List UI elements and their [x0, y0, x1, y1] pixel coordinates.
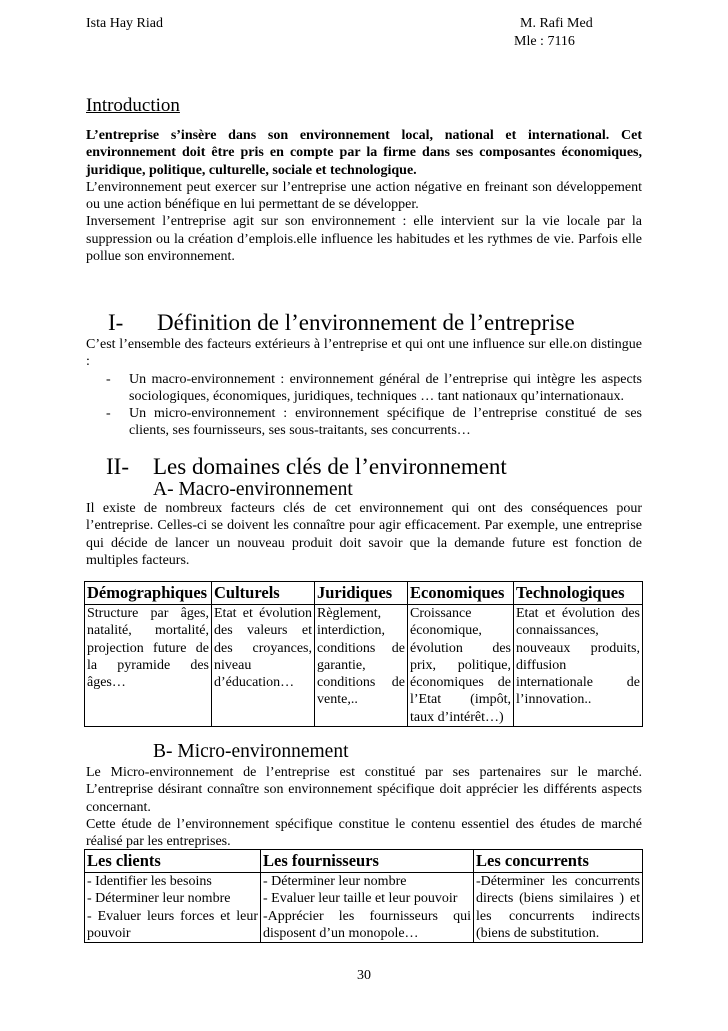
intro-bold-paragraph: L’entreprise s’insère dans son environnement local, national et international. Cet environnement doit être pris en compte par la firme dans ses composantes économiques, juridique, politique, culturelle, sociale et technologique.	[86, 128, 642, 178]
intro-body	[86, 127, 642, 265]
section1-body	[86, 336, 642, 440]
subsection-b-title: B- Micro-environnement	[153, 741, 349, 762]
list-item: - Un micro-environnement : environnement spécifique de l’entreprise constitué de ses clients, ses fournisseurs, ses sous-traitants, ses concurrents…	[129, 405, 642, 440]
macro-environment-table	[84, 581, 643, 727]
intro-paragraph-2: Inversement l’entreprise agit sur son environnement : elle intervient sur la vie locale par la suppression ou la création d’emplois.elle influence les habitudes et les rythmes de vie. Parfois elle pollue son environnement.	[86, 214, 642, 265]
table-cell: Etat et évolution des valeurs et des croyances, niveau d’éducation…	[212, 605, 315, 727]
subsection-b-paragraph-2: Cette étude de l’environnement spécifique constitue le contenu essentiel des études de marché réalisé par les entreprises.	[86, 816, 642, 850]
table-cell: - Déterminer leur nombre - Evaluer leur taille et leur pouvoir -Apprécier les fournisseurs qui disposent d’un monopole…	[261, 873, 474, 943]
table-cell: Structure par âges, natalité, mortalité, projection future de la pyramide des âges…	[85, 605, 212, 727]
subsection-a-paragraph: Il existe de nombreux facteurs clés de cet environnement qui ont des conséquences pour l’entreprise. Celles-ci se doivent les connaître pour agir efficacement. Par exemple, une entreprise qui décide de lancer un nouveau produit doit savoir que la demande future est fonction de multiples facteurs.	[86, 501, 642, 568]
table-header-cell: Les fournisseurs	[261, 850, 474, 873]
header-id: Mle : 7116	[514, 34, 575, 49]
section2-title: Les domaines clés de l’environnement	[153, 454, 507, 479]
table-header-cell: Culturels	[212, 582, 315, 605]
section1-paragraph: C’est l’ensemble des facteurs extérieurs à l’entreprise et qui ont une influence sur elle.on distingue :	[86, 337, 642, 370]
section1-number: I-	[108, 310, 124, 335]
table-header-cell: Economiques	[408, 582, 514, 605]
table-cell: Règlement, interdiction, conditions de garantie, conditions de vente,..	[315, 605, 408, 727]
subsection-b-body	[86, 764, 642, 850]
table-row	[85, 873, 643, 943]
header-author: M. Rafi Med	[520, 16, 593, 31]
section2-number: II-	[106, 454, 129, 479]
micro-environment-table	[84, 849, 643, 943]
list-item: - Un macro-environnement : environnement général de l’entreprise qui intègre les aspects sociologiques, économiques, juridiques, techniques … tant nationaux qu’internationaux.	[129, 371, 642, 406]
section1-title: Définition de l’environnement de l’entreprise	[157, 310, 575, 335]
table-header-cell: Technologiques	[514, 582, 643, 605]
table-header-row	[85, 582, 643, 605]
table-header-cell: Démographiques	[85, 582, 212, 605]
intro-paragraph-1: L’environnement peut exercer sur l’entreprise une action négative en freinant son développement ou une action bénéfique en lui permettant de se développer.	[86, 179, 642, 213]
table-header-cell: Juridiques	[315, 582, 408, 605]
header-left: Ista Hay Riad	[86, 16, 163, 31]
page-number: 30	[357, 968, 371, 983]
table-header-cell: Les clients	[85, 850, 261, 873]
table-header-row	[85, 850, 643, 873]
table-header-cell: Les concurrents	[474, 850, 643, 873]
table-row	[85, 605, 643, 727]
table-cell: - Identifier les besoins - Déterminer leur nombre - Evaluer leurs forces et leur pouvoir	[85, 873, 261, 943]
section1-list	[86, 371, 642, 440]
table-cell: -Déterminer les concurrents directs (biens similaires ) et les concurrents indirects (biens de substitution.	[474, 873, 643, 943]
table-cell: Croissance économique, évolution des prix, politique, économiques de l’Etat (impôt, taux d’intérêt…)	[408, 605, 514, 727]
table-cell: Etat et évolution des connaissances, nouveaux produits, diffusion internationale de l’innovation..	[514, 605, 643, 727]
subsection-b-paragraph-1: Le Micro-environnement de l’entreprise est constitué par ses partenaires sur le marché. L’entreprise désirant connaître son environnement spécifique doit apprécier les différents aspects concernant.	[86, 765, 642, 815]
subsection-a-title: A- Macro-environnement	[153, 479, 353, 500]
intro-title: Introduction	[86, 95, 180, 116]
